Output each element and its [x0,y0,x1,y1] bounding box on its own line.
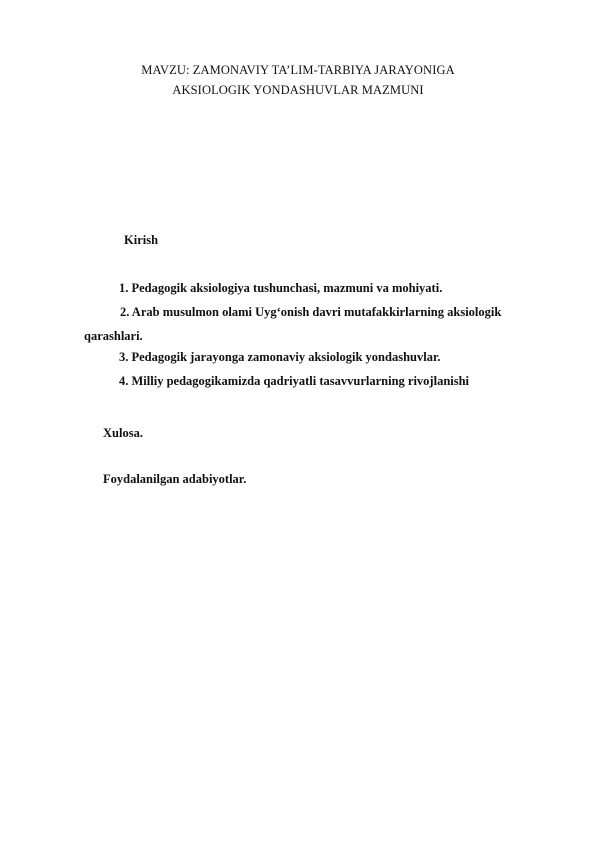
toc-item-1: 1. Pedagogik aksiologiya tushunchasi, mazmuni va mohiyati. [119,281,443,295]
toc-item-3: 3. Pedagogik jarayonga zamonaviy aksiologik yondashuvlar. [119,350,441,364]
toc-intro: Kirish [124,233,159,247]
toc-item-2-line-2: qarashlari. [84,329,143,343]
toc-item-2-line-1: 2. Arab musulmon olami Uyg‘onish davri mutafakkirlarning aksiologik [120,305,502,319]
toc-item-4: 4. Milliy pedagogikamizda qadriyatli tasavvurlarning rivojlanishi [119,374,470,388]
title-line-2: AKSIOLOGIK YONDASHUVLAR MAZMUNI [172,83,424,97]
title-line-1: MAVZU: ZAMONAVIY TA’LIM-TARBIYA JARAYONIGA [141,63,455,77]
toc-conclusion: Xulosa. [103,426,143,440]
toc-references: Foydalanilgan adabiyotlar. [103,472,247,486]
